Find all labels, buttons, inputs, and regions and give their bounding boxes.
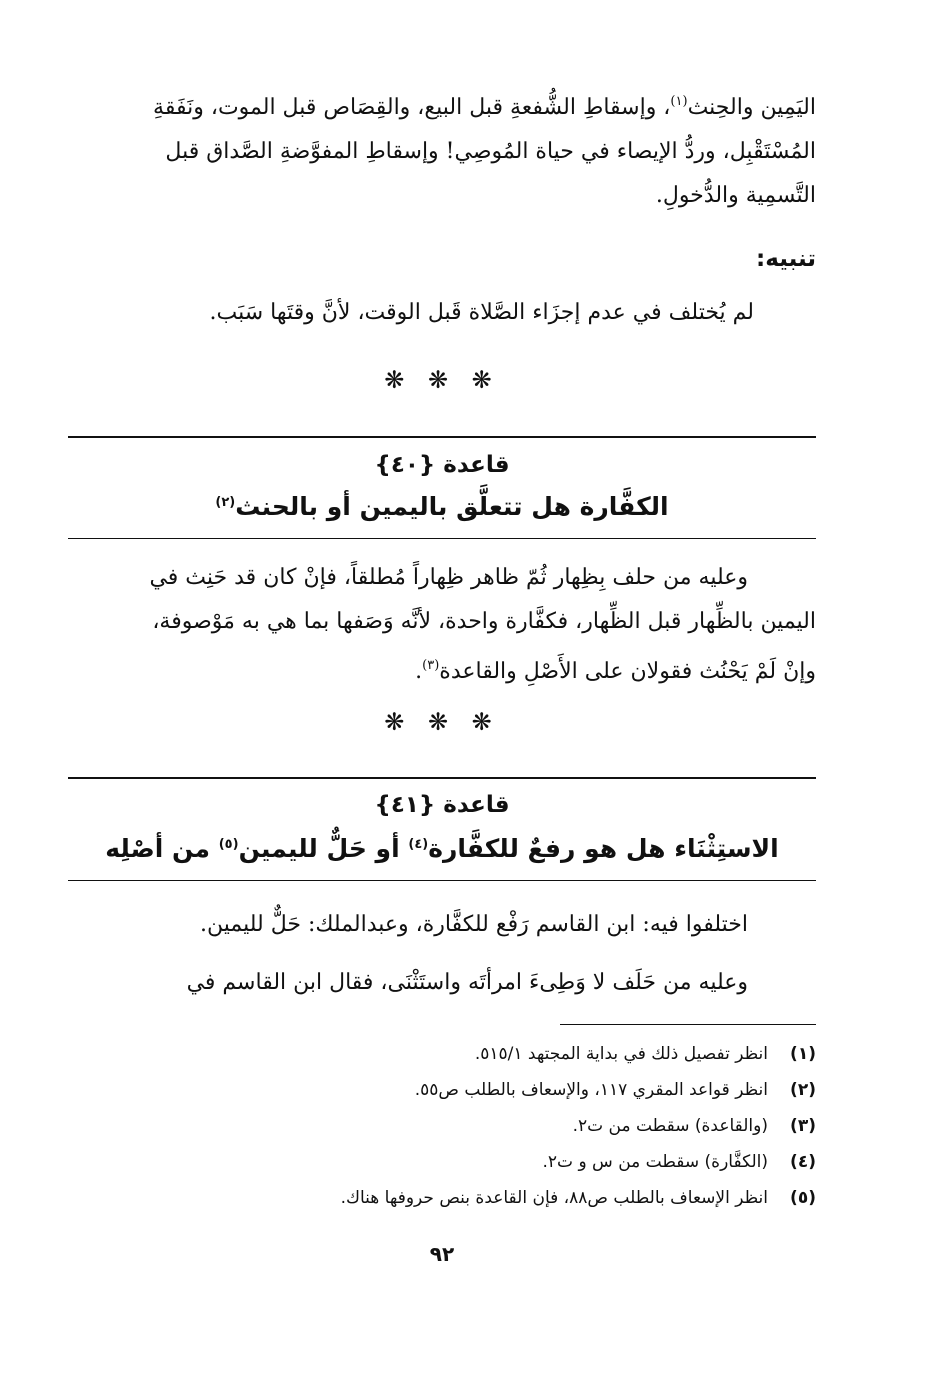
- footnote-separator: [560, 1024, 816, 1025]
- footnote-ref-2: (٢): [215, 495, 236, 510]
- rule-41-line-2: وعليه من حَلَف لا وَطِىءَ امرأتَه واستَثْنَى، فقال ابن القاسم في: [186, 970, 748, 995]
- footnote-item: (١)انظر تفصيل ذلك في بداية المجتهد ٥١٥/١.: [474, 1044, 816, 1064]
- page-number: ٩٢: [429, 1242, 455, 1266]
- intro-line-2: المُسْتَقْبِل، وردُّ الإيصاء في حياة المُوصِي! وإسقاطِ المفوَّضةِ الصَّداق قبل: [165, 139, 816, 164]
- footnote-item: (٢)انظر قواعد المقري ١١٧، والإسعاف بالطلب ص٥٥.: [414, 1080, 816, 1100]
- rule-40-body: [68, 556, 816, 694]
- section-separator: ❋ ❋ ❋: [384, 366, 500, 394]
- notice-body: لم يُختلف في عدم إجزَاء الصَّلاة قَبل الوقت، لأنَّ وقتَها سَبَب.: [209, 300, 754, 325]
- footnote-item: (٣)(والقاعدة) سقطت من ت٢.: [572, 1116, 816, 1136]
- intro-line-1: اليَمِين والحِنث$^{(١)}$، وإسقاطِ الشُّفعةِ قبل البيع، والقِصَاص قبل الموت، ونَفَقةِ: [153, 94, 816, 120]
- footnote-ref-5: (٥): [218, 837, 239, 852]
- rule-40-top-line: [68, 436, 816, 438]
- rule-41-body: [68, 896, 816, 1012]
- footnote-ref-3: (٣): [422, 658, 440, 673]
- rule-40-line-2: اليمين بالظِّهار قبل الظِّهار، فكفَّارة واحدة، لأنَّه وَصَفها بما هي به مَوْصوفة،: [152, 609, 816, 634]
- footnote-item: (٤)(الكفَّارة) سقطت من س و ت٢.: [542, 1152, 816, 1172]
- rule-41-number: قاعدة {٤١}: [374, 792, 510, 818]
- footnote-ref-4: (٤): [408, 837, 429, 852]
- rule-41-bottom-line: [68, 880, 816, 881]
- rule-41-title: الاستِثْنَاء هل هو رفعٌ للكفَّارة$^{(٤)}$ أو حَلٌّ لليمين$^{(٥)}$ من أصْلِه: [105, 834, 779, 863]
- rule-41-top-line: [68, 777, 816, 779]
- rule-40-line-1: وعليه من حلف بِظِهار ثُمّ ظاهر ظِهاراً مُطلقاً، فإنْ كان قد حَنِث في: [149, 565, 748, 590]
- footnote-ref-1: (١): [670, 94, 688, 109]
- intro-paragraph: [68, 80, 816, 218]
- intro-line-3: التَّسمِية والدُّخولِ.: [655, 183, 816, 208]
- section-separator-2: ❋ ❋ ❋: [384, 708, 500, 736]
- footnotes: [68, 1036, 816, 1216]
- footnote-item: (٥)انظر الإسعاف بالطلب ص٨٨، فإن القاعدة بنص حروفها هناك.: [340, 1188, 816, 1208]
- notice-title: تنبيه:: [756, 246, 816, 272]
- rule-40-line-3: وإنْ لَمْ يَحْنُث فقولان على الأَصْلِ والقاعدة$^{(٣)}$.: [415, 658, 816, 684]
- rule-40-number: قاعدة {٤٠}: [374, 452, 510, 478]
- rule-40-title: الكفَّارة هل تتعلَّق باليمين أو بالحنث$^{(٢)}$: [215, 492, 669, 521]
- rule-40-bottom-line: [68, 538, 816, 539]
- rule-41-line-1: اختلفوا فيه: ابن القاسم رَفْع للكفَّارة، وعبدالملك: حَلٌّ لليمين.: [199, 912, 748, 937]
